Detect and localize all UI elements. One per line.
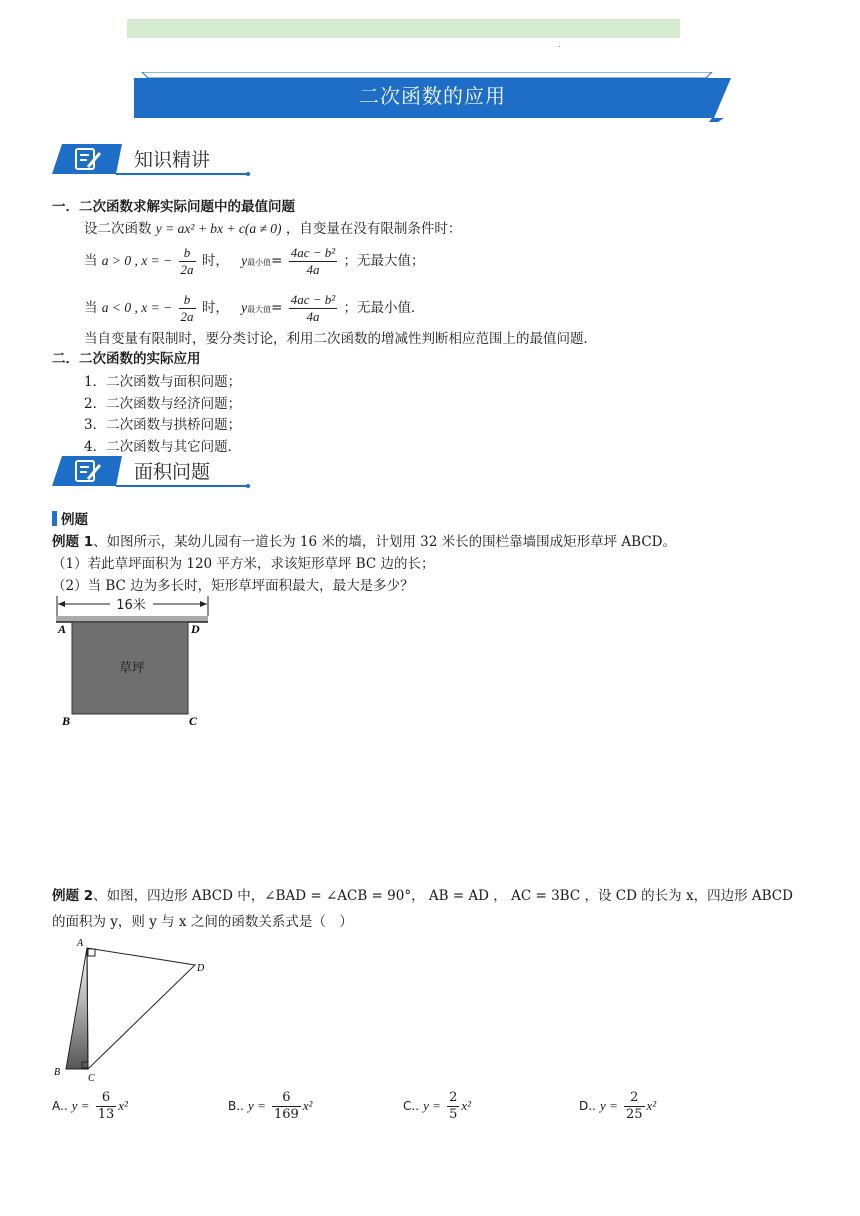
case1-condition: a > 0 , x = − xyxy=(101,253,173,268)
part1-heading: 一．二次函数求解实际问题中的最值问题 xyxy=(52,199,295,215)
header-band xyxy=(127,19,680,38)
part1-setup-suffix: ，自变量在没有限制条件时： xyxy=(285,221,462,237)
case2-value-num: 4ac − b² xyxy=(290,292,336,307)
example1-question2: （2）当 BC 边为多长时，矩形草坪面积最大，最大是多少？ xyxy=(52,578,414,594)
wall-arrow-left xyxy=(58,601,65,607)
wall-length-label: 16米 xyxy=(116,598,146,613)
section-area xyxy=(52,452,252,492)
option-d-post: x² xyxy=(646,1098,657,1113)
option-b[interactable] xyxy=(228,1090,312,1123)
part1-setup xyxy=(84,220,461,238)
option-a-post: x² xyxy=(118,1098,128,1113)
case2-tail: ；无最小值． xyxy=(343,300,425,316)
option-d-num: 2 xyxy=(624,1090,645,1107)
wall-hatch xyxy=(56,616,208,622)
case1-value-num: 4ac − b² xyxy=(290,245,336,260)
case1-value-fraction xyxy=(289,245,337,278)
example2-text-line1 xyxy=(52,887,793,905)
case1-x-fraction xyxy=(179,245,196,278)
option-a-den: 13 xyxy=(97,1107,115,1122)
point-A: A xyxy=(58,622,67,636)
option-a-pre: y = xyxy=(71,1098,90,1113)
option-a[interactable] xyxy=(52,1090,128,1123)
example1-body: 、如图所示，某幼儿园有一道长为 16 米的墙，计划用 32 米长的围栏靠墙围成矩形草坪 ABCD。 xyxy=(93,534,676,550)
option-c-fraction xyxy=(447,1090,459,1123)
point-C: C xyxy=(88,1073,95,1084)
option-b-num: 6 xyxy=(272,1090,301,1107)
case1-prefix: 当 xyxy=(84,253,98,269)
part1-note: 当自变量有限制时，要分类讨论，利用二次函数的增减性判断相应范围上的最值问题． xyxy=(84,331,597,347)
case1-x-num: b xyxy=(179,245,196,262)
case2-y: y xyxy=(241,300,248,315)
triangle-ABC xyxy=(66,948,88,1069)
part2-item: 3．二次函数与拱桥问题； xyxy=(84,417,242,433)
option-a-num: 6 xyxy=(96,1090,117,1107)
case1-time: 时， xyxy=(201,253,229,269)
section-title-knowledge: 知识精讲 xyxy=(134,149,211,171)
option-c-den: 5 xyxy=(449,1107,458,1122)
part1-case2 xyxy=(84,292,425,325)
example2-text-line2: 的面积为 y，则 y 与 x 之间的函数关系式是（ ） xyxy=(52,914,353,930)
part2-item: 4．二次函数与其它问题． xyxy=(84,439,242,455)
point-C: C xyxy=(189,714,198,728)
case2-value-fraction xyxy=(289,292,337,325)
option-d-letter: D.. xyxy=(579,1099,596,1113)
example1-question1: （1）若此草坪面积为 120 平方米，求该矩形草坪 BC 边的长； xyxy=(52,556,435,572)
header-dot: . xyxy=(558,40,561,49)
section-knowledge xyxy=(52,140,252,180)
case1-x-den: 2a xyxy=(180,262,194,277)
option-a-fraction xyxy=(96,1090,117,1123)
part1-setup-prefix: 设二次函数 xyxy=(84,221,152,237)
quadrilateral-figure xyxy=(50,935,215,1085)
example-tag xyxy=(52,511,88,529)
option-b-post: x² xyxy=(302,1098,313,1113)
example1-label: 例题 1 xyxy=(52,534,94,550)
lawn-figure xyxy=(50,594,215,734)
point-A: A xyxy=(77,938,84,949)
section-title-area: 面积问题 xyxy=(134,461,211,483)
case2-prefix: 当 xyxy=(84,300,98,316)
part2-heading: 二．二次函数的实际应用 xyxy=(52,351,201,367)
case2-time: 时， xyxy=(201,300,229,316)
case2-x-den: 2a xyxy=(180,309,194,324)
part2-item: 1．二次函数与面积问题； xyxy=(84,374,242,390)
option-d[interactable] xyxy=(579,1090,656,1123)
case2-x-fraction xyxy=(179,292,196,325)
right-angle-A xyxy=(88,949,95,956)
triangle-ACD xyxy=(87,948,195,1069)
case1-value-den: 4a xyxy=(306,262,320,277)
option-d-fraction xyxy=(624,1090,645,1123)
option-b-den: 169 xyxy=(273,1107,299,1122)
point-B: B xyxy=(62,714,71,728)
part1-setup-formula: y = ax² + bx + c(a ≠ 0) xyxy=(155,221,282,236)
case2-y-subscript: 最大值 xyxy=(247,305,272,314)
example2-body-1: 、如图，四边形 ABCD 中，∠BAD = ∠ACB = 90°， AB = AD ， AC = 3BC ，设 CD 的长为 x，四边形 ABCD xyxy=(93,888,793,904)
part1-case1 xyxy=(84,245,425,278)
option-c[interactable] xyxy=(403,1090,471,1123)
point-B: B xyxy=(54,1067,61,1078)
part2-item: 2．二次函数与经济问题； xyxy=(84,396,242,412)
case1-equals: = xyxy=(271,253,283,269)
case1-y-subscript: 最小值 xyxy=(247,258,272,267)
edit-note-icon xyxy=(74,459,104,483)
case2-condition: a < 0 , x = − xyxy=(101,300,173,315)
page-title: 二次函数的应用 xyxy=(359,84,506,108)
point-D: D xyxy=(197,963,205,974)
lawn-label: 草坪 xyxy=(118,661,146,676)
option-c-num: 2 xyxy=(449,1090,458,1105)
case1-tail: ；无最大值； xyxy=(343,253,425,269)
option-c-letter: C.. xyxy=(403,1099,420,1113)
case2-x-num: b xyxy=(179,292,196,309)
option-b-fraction xyxy=(272,1090,301,1123)
example-bar-icon xyxy=(52,511,57,526)
example2-label: 例题 2 xyxy=(52,888,94,904)
example1-text xyxy=(52,533,676,551)
option-b-pre: y = xyxy=(248,1098,266,1113)
option-b-letter: B.. xyxy=(228,1099,244,1113)
option-a-letter: A.. xyxy=(52,1099,68,1113)
option-d-den: 25 xyxy=(625,1107,643,1122)
case2-equals: = xyxy=(271,300,283,316)
option-c-post: x² xyxy=(461,1098,472,1113)
edit-note-icon xyxy=(74,147,104,171)
option-c-pre: y = xyxy=(423,1098,441,1113)
case1-y: y xyxy=(241,253,248,268)
point-D: D xyxy=(191,622,200,636)
option-d-pre: y = xyxy=(600,1098,618,1113)
wall-arrow-right xyxy=(200,601,207,607)
example-tag-label: 例题 xyxy=(61,512,88,528)
case2-value-den: 4a xyxy=(306,309,320,324)
